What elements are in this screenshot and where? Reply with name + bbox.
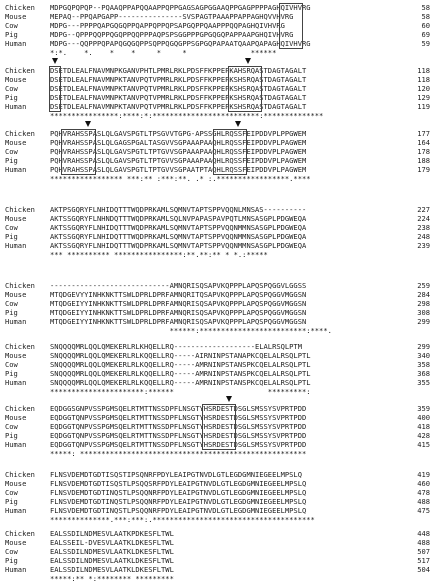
alignment-row	[5, 75, 430, 84]
species-label: Chicken	[5, 404, 35, 413]
sequence-text: SNQQQQMRLQQLQMEKERLRLKQQELLRQ-----AMRNINPSTANSPKCQELALRSQLPTL	[50, 360, 311, 369]
sequence-text: EALSSDILNDMESVLAATKPDKESFLTWL	[50, 529, 174, 538]
alignment-row	[5, 281, 430, 290]
alignment-row	[5, 93, 430, 102]
species-label: Pig	[5, 232, 18, 241]
species-label: Chicken	[5, 205, 35, 214]
alignment-row	[5, 378, 430, 387]
position-number: 178	[417, 147, 430, 156]
position-number: 298	[417, 299, 430, 308]
alignment-row	[5, 351, 430, 360]
alignment-row	[5, 39, 430, 48]
consensus-row	[5, 387, 390, 396]
sequence-text: PQHVRAHSSPASLQLGAVSPGTLTPTGVVSGPAAAPAAQHLRQSSFEIPDDVPLPAGWEM	[50, 147, 307, 156]
consensus-row	[5, 111, 390, 120]
site-marker-icon	[85, 121, 91, 127]
species-label: Human	[5, 440, 27, 449]
position-number: 224	[417, 214, 430, 223]
sequence-text: AKTSSGQRYFLNHIDQTTTWQDPRKAMLSQMNVTAPTSPPVQQNMMNSASGPLPDGWEQA	[50, 232, 307, 241]
alignment-row	[5, 205, 430, 214]
position-number: 118	[417, 75, 430, 84]
consensus-row	[5, 574, 390, 583]
sequence-text: SNQQQQMRLQQLQMEKERLRLKQQELLRQ-----AIRNINPSTANAPKCQELALRSQLPTL	[50, 351, 311, 360]
position-number: 179	[417, 165, 430, 174]
position-number: 69	[421, 30, 430, 39]
species-label: Human	[5, 39, 27, 48]
alignment-row	[5, 506, 430, 515]
sequence-text: DSETDLEALFNAVMNPKTANVPQTVPMRLRKLPDSFFKPPEPKSHSRQASTDAGTAGALT	[50, 75, 307, 84]
position-number: 248	[417, 232, 430, 241]
species-label: Chicken	[5, 66, 35, 75]
position-number: 504	[417, 565, 430, 574]
species-label: Chicken	[5, 529, 35, 538]
species-label: Cow	[5, 422, 18, 431]
alignment-row	[5, 21, 430, 30]
consensus-row	[5, 326, 390, 335]
sequence-text: MEPAQ--PPQAPGAPP---------------SVSPAGTPAAAPPAPPAGHQVVHVRG	[50, 12, 294, 21]
alignment-row	[5, 317, 430, 326]
sequence-text: EQDGGSGNPVSSPGMSQELRTMTTNSSDPFLNSGTYHSRDESTDSGLSMSSYSVPRTPDD	[50, 404, 307, 413]
position-number: 164	[417, 138, 430, 147]
alignment-row	[5, 214, 430, 223]
sequence-text: SNQQQQMRLQQLQMEKERLRLKQQELLRQ-----AMRNINPSTANSPKCQELALRSQLPTL	[50, 369, 311, 378]
consensus-row	[5, 449, 390, 458]
sequence-text: FLNSVDEMDTGDTINQSTLPSQQNRFPDYLEAIPGTNVDLGTLEGDGMNIEGEELMPSLQ	[50, 488, 307, 497]
species-label: Mouse	[5, 75, 27, 84]
position-number: 368	[417, 369, 430, 378]
sequence-text: MTQDGEIYYINHKNKTTSWLDPRLDPRFAMNQRISQSAPVKQPPPLAPQSPQGGVMGGSN	[50, 317, 307, 326]
species-label: Cow	[5, 360, 18, 369]
sequence-text: MTQDGEIYYINHKNKTTSWLDPRLDPRFAMNQRISQSAPVKQPPPLAPQSPQGGVMGGSN	[50, 308, 307, 317]
site-marker-icon	[226, 396, 232, 402]
sequence-text: EALSSDILNDMESVLAATKLDKESFLTWL	[50, 556, 174, 565]
alignment-row	[5, 102, 430, 111]
position-number: 355	[417, 378, 430, 387]
species-label: Pig	[5, 93, 18, 102]
position-number: 400	[417, 413, 430, 422]
consensus-text: **************.***:***:.**************************************	[50, 515, 315, 524]
position-number: 418	[417, 422, 430, 431]
sequence-text: ----------------------------AMNQRISQSAPVKQPPPLAPQSPQGGVLGGSS	[50, 281, 307, 290]
motif-box	[61, 129, 96, 175]
alignment-row	[5, 470, 430, 479]
alignment-row	[5, 241, 430, 250]
position-number: 359	[417, 404, 430, 413]
sequence-text: AKTPSGQRYFLNHIDQTTTWQDPRKAMLSQMNVTAPTSPPVQQNLMNSAS----------	[50, 205, 307, 214]
sequence-text: AKTSSGQRYFLNHNDQTTTWQDPRKAMLSQLNVPAPASPAVPQTLMNSASGPLPDGWEQA	[50, 214, 307, 223]
species-label: Chicken	[5, 129, 35, 138]
species-label: Pig	[5, 556, 18, 565]
alignment-row	[5, 497, 430, 506]
site-marker-icon	[235, 121, 241, 127]
species-label: Human	[5, 378, 27, 387]
alignment-row	[5, 299, 430, 308]
consensus-text: ******:*************************:****.	[50, 326, 332, 335]
species-label: Mouse	[5, 214, 27, 223]
species-label: Mouse	[5, 138, 27, 147]
position-number: 415	[417, 440, 430, 449]
species-label: Cow	[5, 223, 18, 232]
sequence-text: MTQDGEVYYINHKNKTTSWLDPRLDPRFAMNQRITQSAPVKQPPPLAPQSPQGGVMGGSN	[50, 290, 307, 299]
consensus-text: ***************** ***:** :***:**. .* :.*****************.****	[50, 174, 311, 183]
species-label: Pig	[5, 369, 18, 378]
position-number: 488	[417, 497, 430, 506]
motif-box	[279, 3, 303, 49]
species-label: Mouse	[5, 413, 27, 422]
position-number: 238	[417, 223, 430, 232]
sequence-text: PQHVRAHSSPASLQLGAGSPGALTASGVVSGPAAAPAAQHLRQSSFEIPDDVPLPAGWEM	[50, 138, 307, 147]
species-label: Chicken	[5, 342, 35, 351]
species-label: Cow	[5, 21, 18, 30]
position-number: 448	[417, 529, 430, 538]
species-label: Human	[5, 241, 27, 250]
consensus-row	[5, 515, 390, 524]
position-number: 119	[417, 102, 430, 111]
species-label: Mouse	[5, 12, 27, 21]
position-number: 358	[417, 360, 430, 369]
consensus-text: ****************:****:*:*************************:**************	[50, 111, 324, 120]
sequence-text: EQDGGTQNPVSSPGMSQELRTMTTNSSDPFLNSGTYHSRDESTDSGLSMSSYSVPRTPDD	[50, 440, 307, 449]
position-number: 478	[417, 488, 430, 497]
species-label: Human	[5, 317, 27, 326]
species-label: Human	[5, 506, 27, 515]
position-number: 488	[417, 538, 430, 547]
alignment-row	[5, 547, 430, 556]
sequence-text: PQHVRAHSSPASLQLGAVSPGTLTPTGVVSGPAAAPAAQHLRQSSFEIPDDVPLPAGWEM	[50, 156, 307, 165]
sequence-text: MDPG--QPPPQQPPQGQPPQQPPPAQPSPSGGPPPGPGQGQPAPPAAPGHQIVHVRG	[50, 30, 294, 39]
alignment-row	[5, 529, 430, 538]
position-number: 188	[417, 156, 430, 165]
sequence-text: AKTSSGQRYFLNHIDQTTTWQDPRKAMLSQMNVTAPTSPPVQQNMMNSASGPLPDGWEQA	[50, 223, 307, 232]
sequence-text: PQHVRAHSSPASLQLGAVSPGTLTPTGVVSGPAATPTAQHLRQSSFEIPDDVPLPAGWEM	[50, 165, 307, 174]
position-number: 239	[417, 241, 430, 250]
position-number: 259	[417, 281, 430, 290]
species-label: Mouse	[5, 538, 27, 547]
alignment-row	[5, 565, 430, 574]
sequence-text: MDPG---PPPPQAPGQGQPPQAPPQPPQPSAPGQPPQAAPPPQQPAGHQIVHVRG	[50, 21, 285, 30]
position-number: 299	[417, 317, 430, 326]
sequence-text: FLNSVDEMDTGDTISQSTLPSQQSRFPDYLEAIPGTNVDLGTLEGDGMNIEGEELMPSLQ	[50, 479, 307, 488]
sequence-text: FLNSVDEMDTGDTINQSTLPSQQNRFPDYLEAIPGTNVDLGTLEGDGMNIEGEELMPSLQ	[50, 506, 307, 515]
sequence-text: EQDGGTQNPVSSPGMSQELRTMTTNSSDPFLNSGTYHSRDESTDSGLSMSSYSVPRTPDD	[50, 431, 307, 440]
site-marker-icon	[52, 58, 58, 64]
position-number: 308	[417, 308, 430, 317]
alignment-row	[5, 479, 430, 488]
position-number: 299	[417, 342, 430, 351]
position-number: 340	[417, 351, 430, 360]
alignment-row	[5, 232, 430, 241]
position-number: 428	[417, 431, 430, 440]
species-label: Chicken	[5, 281, 35, 290]
species-label: Mouse	[5, 351, 27, 360]
species-label: Pig	[5, 497, 18, 506]
sequence-text: EALSSEIL-DVESVLAATKLDKESFLTWL	[50, 538, 174, 547]
consensus-text: *:*. *. * * * * ******	[50, 48, 281, 57]
sequence-text: EQDGGTQNPVSSPGMSQELRTMTTNSSDPFLNSGTYHSRDESTDSGLSMSSYSVPRTPDD	[50, 413, 307, 422]
position-number: 507	[417, 547, 430, 556]
position-number: 177	[417, 129, 430, 138]
position-number: 129	[417, 93, 430, 102]
species-label: Cow	[5, 147, 18, 156]
species-label: Human	[5, 565, 27, 574]
sequence-text: SNQQQQMRLQQLQMEKERLRLKQQELLRQ-----AMRNINPSTANSPKCQELALRSQLPTL	[50, 378, 311, 387]
consensus-text: **********************:****** *********:	[50, 387, 311, 396]
sequence-text: EALSSDILNDMESVLAATKLDKESFLTWL	[50, 547, 174, 556]
sequence-text: MTQDGEIYYINHKNKTTSWLDPRLDPRFAMNQRISQSAPVKQPPPLAPQSPQGGVMGGSN	[50, 299, 307, 308]
species-label: Chicken	[5, 3, 35, 12]
sequence-text: EQDGGTQNPVSSPGMSQELRTMTTNSSDPFLNSGTYHSRDESTDSGLSMSSYSVPRTPDD	[50, 422, 307, 431]
alignment-row	[5, 223, 430, 232]
species-label: Pig	[5, 308, 18, 317]
alignment-row	[5, 538, 430, 547]
sequence-text: FLNSVDEMDTGDTINQSTLPSQQNRFPDYLEAIPGTNVDLGTLEGDGMNIEGEELMPSLQ	[50, 497, 307, 506]
sequence-text: MDPGQPQPQP--PQAAQPPAPQQAAPPQPPGAGSAGPGGAAQPPGAGPPPPAGHQIVHVRG	[50, 3, 311, 12]
position-number: 58	[421, 3, 430, 12]
sequence-text: DSETDLEALFNAVMNPKTANVPQTVPMRLRKLPDSFFKPPEPKSHSRQASTDAGTAGALT	[50, 102, 307, 111]
sequence-text: EALSSDILNDMESVLAATKLDKESFLTWL	[50, 565, 174, 574]
species-label: Human	[5, 102, 27, 111]
species-label: Mouse	[5, 479, 27, 488]
alignment-row	[5, 360, 430, 369]
alignment-row	[5, 290, 430, 299]
consensus-row	[5, 174, 390, 183]
position-number: 419	[417, 470, 430, 479]
alignment-row	[5, 308, 430, 317]
alignment-row	[5, 369, 430, 378]
motif-box	[213, 129, 247, 175]
alignment-row	[5, 66, 430, 75]
sequence-text: AKTSSGQRYFLNHIDQTTTWQDPRKAMLSQMNVTAPTSPPVQQNMMNSASGPLPDGWEQA	[50, 241, 307, 250]
consensus-row	[5, 48, 390, 57]
alignment-row	[5, 3, 430, 12]
sequence-text: PQHVRAHSSPASLQLGAVSPGTLTPSGVVTGPG-APSSGHLRQSSFEIPDDVPLPPGWEM	[50, 129, 307, 138]
sequence-text: DSETDLEALFNAVMNPKTANVPQTVPMRLRKLPDSFFKPPEPKSHSRQASTDAGTAGALT	[50, 93, 307, 102]
species-label: Cow	[5, 299, 18, 308]
species-label: Mouse	[5, 290, 27, 299]
alignment-row	[5, 30, 430, 39]
alignment-row	[5, 12, 430, 21]
position-number: 227	[417, 205, 430, 214]
species-label: Chicken	[5, 470, 35, 479]
sequence-text: SNQQQQMRLQQLQMEKERLRLKHQELLRQ-------------------ELALRSQLPTM	[50, 342, 302, 351]
position-number: 118	[417, 66, 430, 75]
motif-box	[228, 66, 262, 112]
position-number: 58	[421, 12, 430, 21]
position-number: 59	[421, 39, 430, 48]
consensus-text: *****: *****************************************************	[50, 449, 307, 458]
position-number: 475	[417, 506, 430, 515]
consensus-text: *** ********** ****************:**.**:** * *.:*****	[50, 250, 268, 259]
alignment-row	[5, 342, 430, 351]
species-label: Cow	[5, 488, 18, 497]
position-number: 60	[421, 21, 430, 30]
alignment-row	[5, 84, 430, 93]
sequence-text: DSETDLEALFNAVMNPKGANVPHTLPMRLRKLPDSFFKPPEPKAHSRQASTDAGTAGALT	[50, 66, 307, 75]
species-label: Cow	[5, 547, 18, 556]
species-label: Human	[5, 165, 27, 174]
sequence-text: MDPG---QQPPPQPAPQGQGQPPSQPPQGQGPPSGPGQPAPAATQAAPQAPAGHQIVHVRG	[50, 39, 311, 48]
motif-box	[202, 404, 236, 450]
position-number: 517	[417, 556, 430, 565]
sequence-text: FLNSVDEMDTGDTISQSTIPSQNRFPDYLEAIPGTNVDLGTLEGDGMNIEGEELMPSLQ	[50, 470, 302, 479]
sequence-text: DSETDLEALFNAVMNPKTANVPQTVPMRLRKLPDSFFKPPEPKSHSRQASTDAGTAGALT	[50, 84, 307, 93]
position-number: 284	[417, 290, 430, 299]
consensus-text: *****:** *:******** *********	[50, 574, 174, 583]
species-label: Cow	[5, 84, 18, 93]
site-marker-icon	[245, 58, 251, 64]
alignment-row	[5, 556, 430, 565]
alignment-row	[5, 488, 430, 497]
motif-box	[49, 66, 61, 112]
species-label: Pig	[5, 431, 18, 440]
position-number: 460	[417, 479, 430, 488]
position-number: 120	[417, 84, 430, 93]
species-label: Pig	[5, 156, 18, 165]
consensus-row	[5, 250, 390, 259]
species-label: Pig	[5, 30, 18, 39]
